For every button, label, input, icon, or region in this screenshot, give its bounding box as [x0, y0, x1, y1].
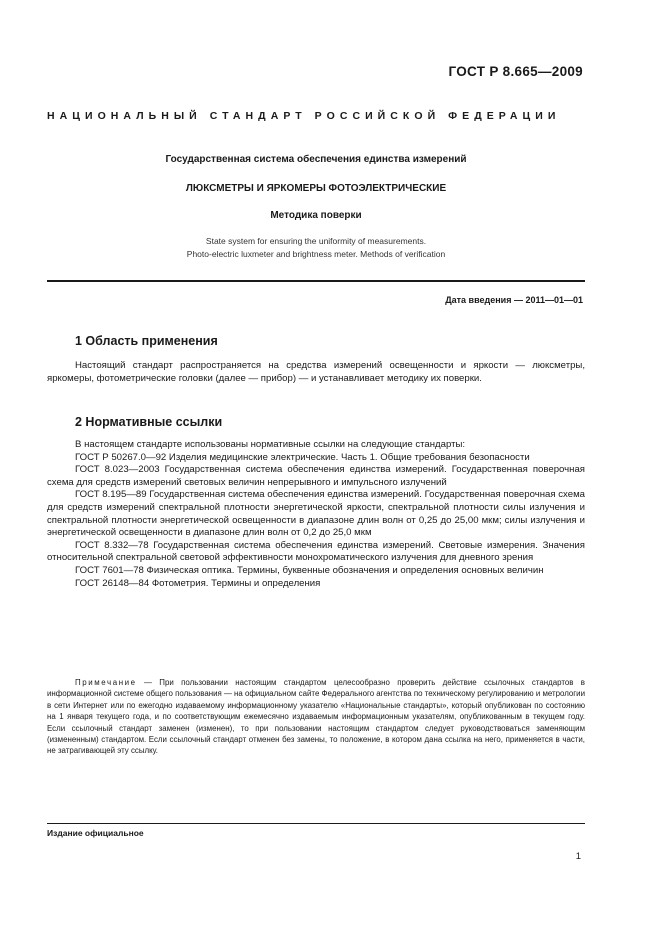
- page-number: 1: [575, 851, 581, 862]
- document-code: ГОСТ Р 8.665—2009: [448, 64, 583, 79]
- reference-item: ГОСТ 8.332—78 Государственная система обеспечения единства измерений. Световые измерения. Значения относительной спектральной световой эффективности монохроматического излучения для дневного зрения: [47, 539, 585, 564]
- footer-divider: [47, 823, 585, 824]
- references-intro: В настоящем стандарте использованы нормативные ссылки на следующие стандарты:: [75, 439, 466, 450]
- title-divider: [47, 280, 585, 282]
- document-subtitle: Методика поверки: [270, 210, 362, 221]
- normative-references-list: [47, 439, 585, 590]
- reference-item: ГОСТ 8.195—89 Государственная система обеспечения единства измерений. Государственная поверочная схема для средств измерений спектральной плотности энергетической яркости, спектральной плотности силы излучения и спектральной плотности энергетической освещенности в диапазоне длин волн от 0,25 до 25,00 мкм; силы излучения и энергетической освещенности в диапазоне длин волн от 0,2 до 25,0 мкм: [47, 489, 585, 539]
- note-text: — При пользовании настоящим стандартом целесообразно проверить действие ссылочных стандартов в информационной системе общего пользования — на официальном сайте Федерального агентства по техническому регулированию и метрологии в сети Интернет или по ежегодно издаваемому информационному указателю «Национальные стандарты», который опубликован по состоянию на 1 января текущего года, и по соответствующим ежемесячно издаваемым информационным указателям, опубликованным в текущем году. Если ссылочный стандарт заменен (изменен), то при пользовании настоящим стандартом следует руководствоваться заменяющим (измененным) стандартом. Если ссылочный стандарт отменен без замены, то положение, в котором дана ссылка на него, применяется в части, не затрагивающей эту ссылку.: [47, 678, 585, 756]
- section-1-body: [47, 360, 585, 385]
- official-edition-label: Издание официальное: [47, 828, 144, 838]
- reference-item: ГОСТ 8.023—2003 Государственная система обеспечения единства измерений. Государственная поверочная схема для средств измерений световых величин непрерывного и импульсного излучений: [47, 464, 585, 488]
- system-title: Государственная система обеспечения единства измерений: [165, 154, 467, 165]
- section-1-heading: 1 Область применения: [75, 334, 218, 348]
- section-2-heading: 2 Нормативные ссылки: [75, 415, 223, 429]
- note-label: Примечание: [75, 678, 137, 687]
- document-title: ЛЮКСМЕТРЫ И ЯРКОМЕРЫ ФОТОЭЛЕКТРИЧЕСКИЕ: [185, 183, 447, 194]
- section-1-paragraph: Настоящий стандарт распространяется на средства измерений освещенности и яркости — люксметры, яркомеры, фотометрические головки (далее — прибор) — и устанавливает методику их поверки.: [47, 360, 585, 384]
- english-title-line-2: Photo-electric luxmeter and brightness meter. Methods of verification: [186, 249, 446, 259]
- introduction-date: Дата введения — 2011—01—01: [445, 295, 583, 305]
- reference-item: ГОСТ 7601—78 Физическая оптика. Термины, буквенные обозначения и определения основных величин: [75, 564, 544, 576]
- reference-item: ГОСТ 26148—84 Фотометрия. Термины и определения: [75, 577, 321, 589]
- english-title-line-1: State system for ensuring the uniformity of measurements.: [205, 236, 427, 246]
- reference-item: ГОСТ Р 50267.0—92 Изделия медицинские электрические. Часть 1. Общие требования безопасности: [75, 451, 530, 463]
- national-standard-banner: НАЦИОНАЛЬНЫЙ СТАНДАРТ РОССИЙСКОЙ ФЕДЕРАЦИИ: [47, 110, 561, 122]
- references-note: [47, 677, 585, 757]
